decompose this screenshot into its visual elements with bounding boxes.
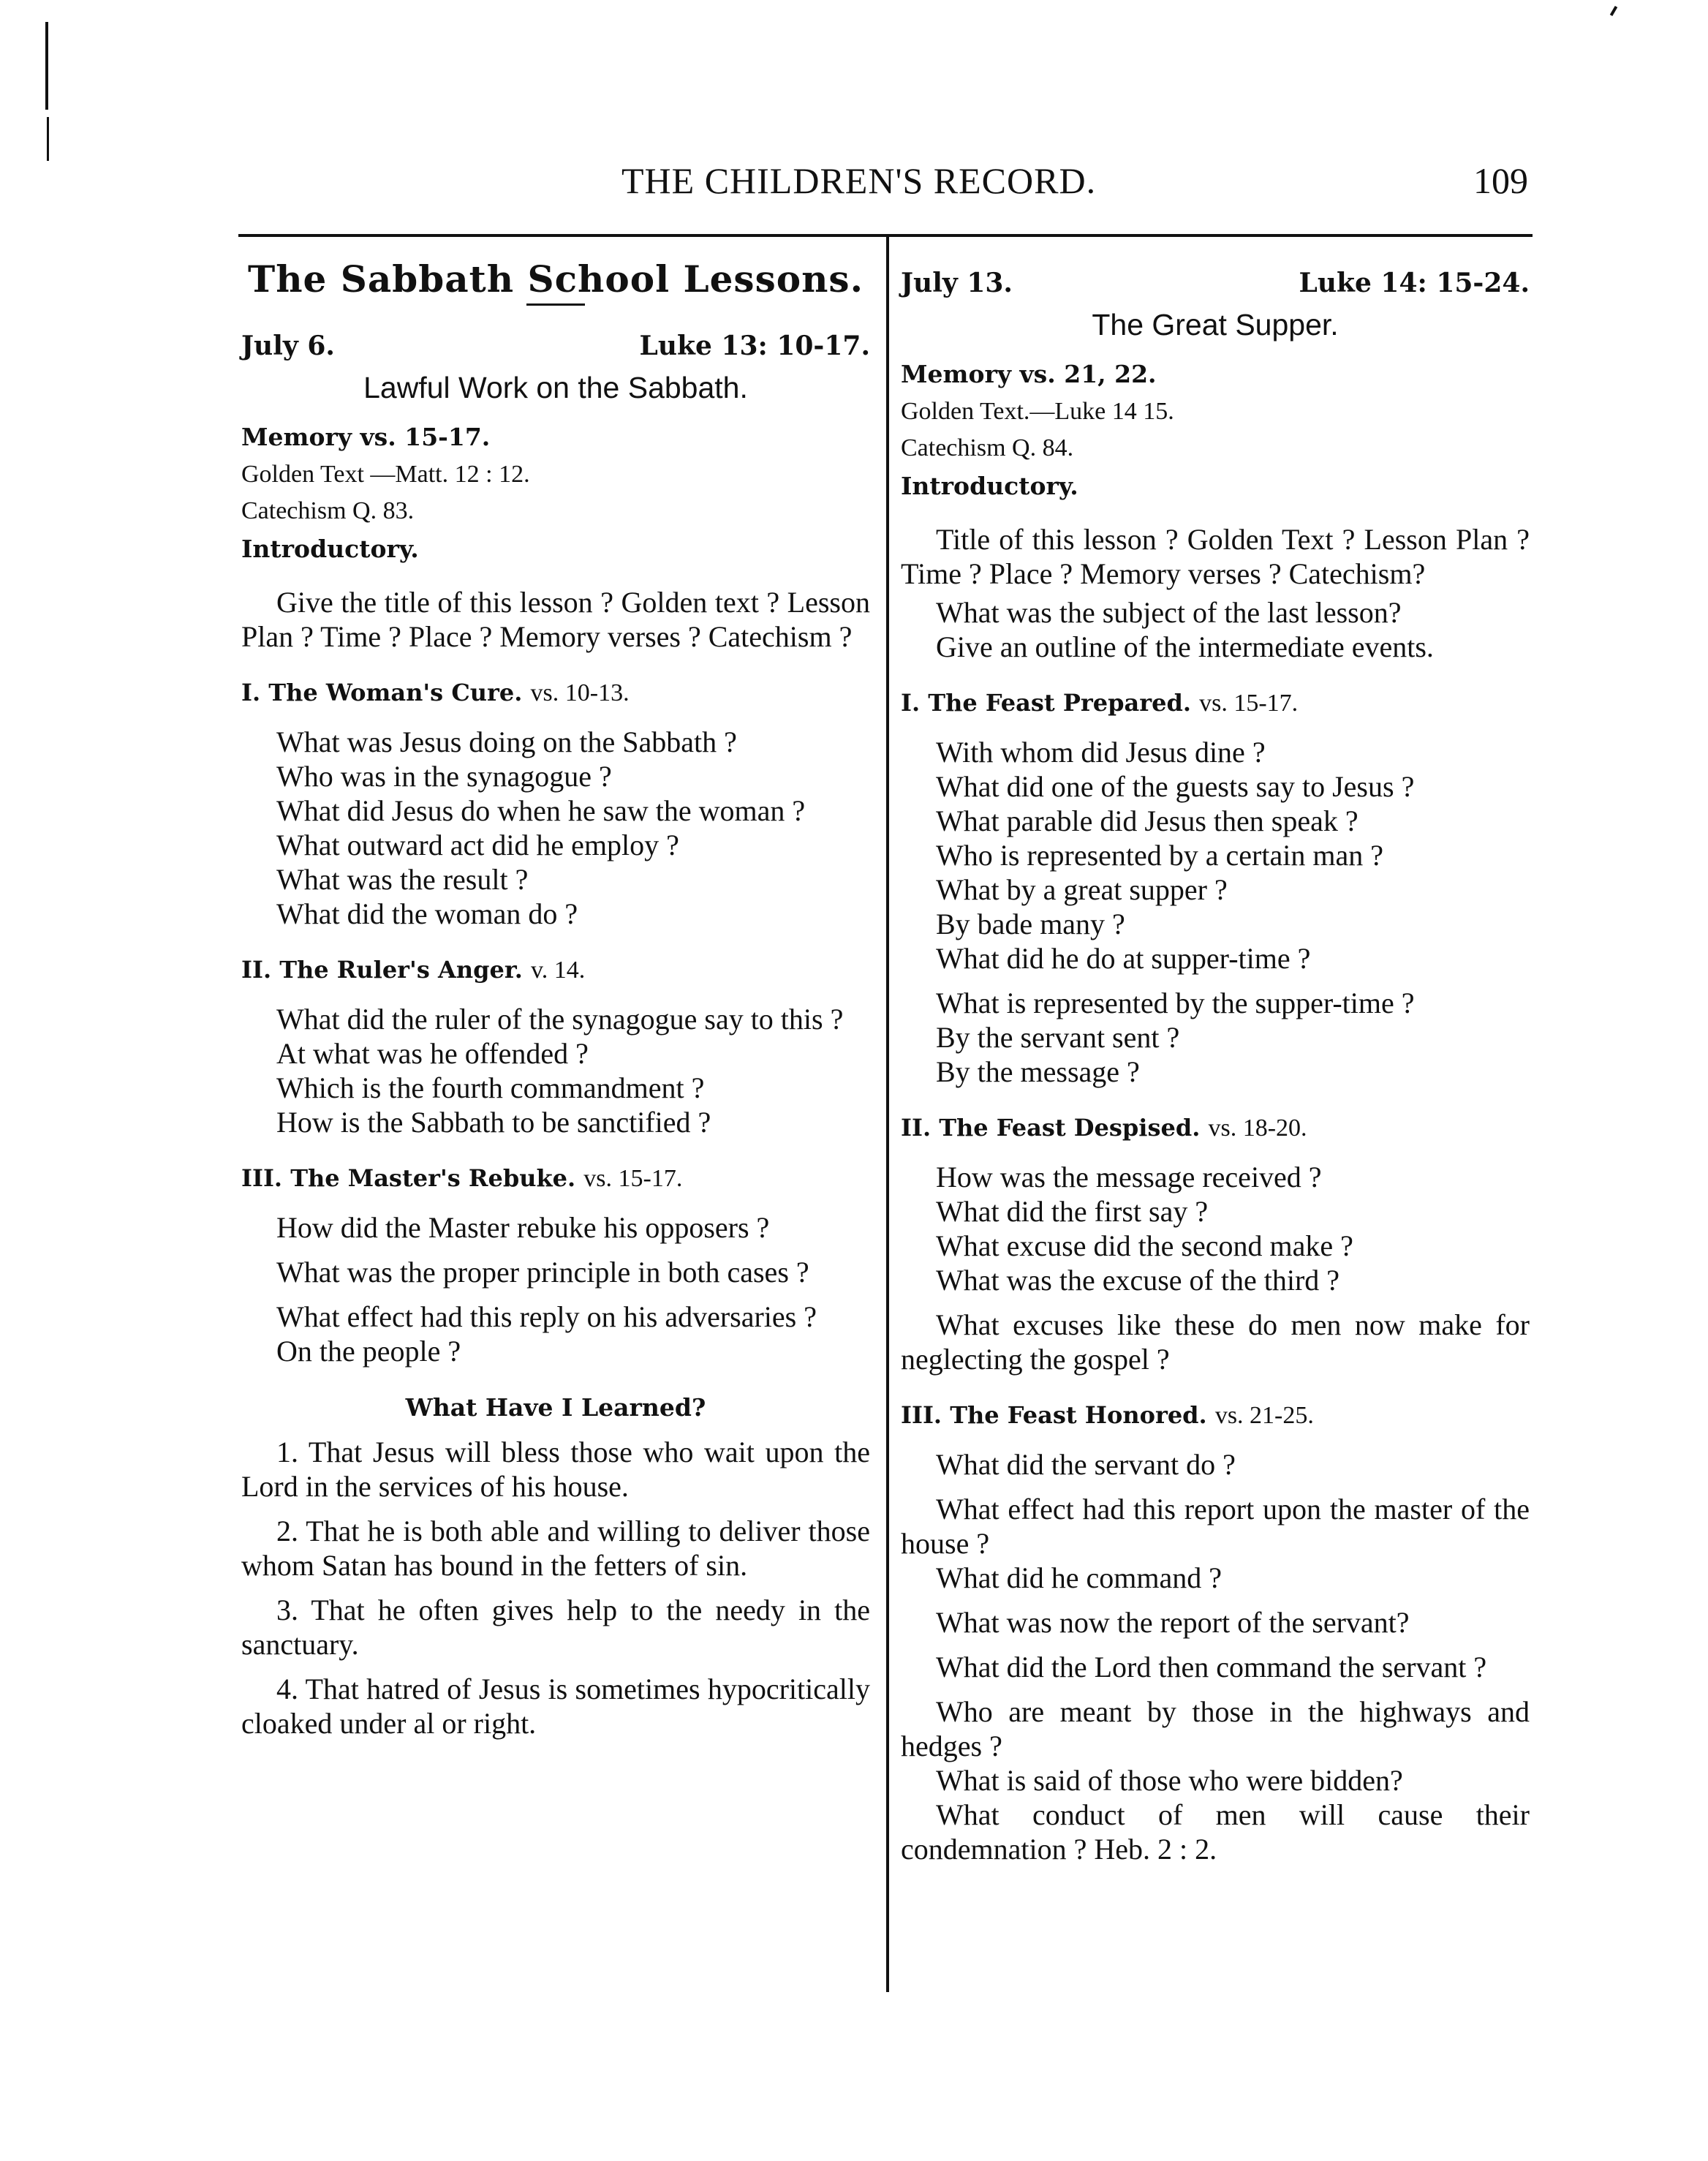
- question: How was the message received ?: [936, 1161, 1322, 1193]
- question-list: [901, 735, 1530, 1089]
- section-ref: vs. 10-13.: [530, 679, 630, 706]
- lesson-section: [901, 1111, 1530, 1376]
- question: What was the proper principle in both cases ?: [276, 1256, 809, 1289]
- lesson-reference: Luke 14: 15-24.: [1299, 268, 1530, 298]
- question: What by a great supper ?: [936, 873, 1228, 906]
- question: What was Jesus doing on the Sabbath ?: [276, 725, 737, 758]
- question: How did the Master rebuke his opposers ?: [276, 1211, 770, 1244]
- section-ref: vs. 18-20.: [1208, 1115, 1307, 1142]
- memory-verses: Memory vs. 15-17.: [241, 423, 491, 451]
- question-list: [241, 725, 870, 931]
- section-heading: [241, 676, 870, 710]
- question: By the servant sent ?: [936, 1021, 1180, 1054]
- question-list: [901, 1160, 1530, 1376]
- section-title: II. The Feast Despised.: [901, 1114, 1201, 1142]
- question: How is the Sabbath to be sanctified ?: [276, 1106, 711, 1139]
- question: What is said of those who were bidden?: [936, 1764, 1403, 1797]
- catechism: Catechism Q. 83.: [241, 497, 415, 524]
- header-rule: [238, 234, 1533, 237]
- section-title: I. The Feast Prepared.: [901, 689, 1191, 717]
- question: Who are meant by those in the highways and hedges ?: [901, 1695, 1530, 1762]
- question: What did Jesus do when he saw the woman ?: [276, 794, 806, 827]
- question: On the people ?: [276, 1335, 461, 1368]
- learned-item: 4. That hatred of Jesus is sometimes hypocritically cloaked under al or right.: [241, 1672, 870, 1740]
- question: What did the servant do ?: [936, 1448, 1236, 1481]
- lesson-section: [241, 676, 870, 931]
- question: Who was in the synagogue ?: [276, 760, 612, 793]
- question: What did he command ?: [936, 1561, 1222, 1594]
- question: What did he do at supper-time ?: [936, 942, 1311, 975]
- question: What excuses like these do men now make for neglecting the gospel ?: [901, 1308, 1530, 1376]
- golden-text: Golden Text —Matt. 12 : 12.: [241, 461, 530, 488]
- question: What did one of the guests say to Jesus ?: [936, 770, 1415, 803]
- scan-edge-mark: [47, 117, 49, 161]
- lesson-meta: [901, 266, 1530, 301]
- question: What effect had this report upon the master of the house ?: [901, 1493, 1530, 1560]
- column-divider: [886, 237, 889, 1992]
- section-ref: v. 14.: [531, 957, 586, 984]
- section-heading: [901, 1111, 1530, 1145]
- section-title: II. The Ruler's Anger.: [241, 956, 523, 984]
- section-ref: vs. 15-17.: [1199, 690, 1299, 717]
- right-column: [901, 249, 1530, 1866]
- learned-item: 3. That he often gives help to the needy in the sanctuary.: [241, 1594, 870, 1661]
- learned-heading: What Have I Learned?: [405, 1393, 706, 1422]
- question: What was now the report of the servant?: [936, 1606, 1410, 1639]
- running-title: THE CHILDREN'S RECORD.: [621, 160, 1097, 201]
- lesson-date: July 6.: [241, 331, 335, 361]
- lesson-reference: Luke 13: 10-17.: [639, 331, 870, 361]
- title-rule: [526, 303, 585, 306]
- learned-item: 1. That Jesus will bless those who wait upon the Lord in the services of his house.: [241, 1436, 870, 1503]
- lesson-title: Lawful Work on the Sabbath.: [363, 371, 748, 404]
- section-title: III. The Feast Honored.: [901, 1401, 1207, 1429]
- lesson-title: The Great Supper.: [1092, 308, 1339, 342]
- question: What did the woman do ?: [276, 897, 578, 930]
- question: What did the ruler of the synagogue say to this ?: [276, 1003, 844, 1036]
- section-heading: [241, 1161, 870, 1196]
- section-title: I. The Woman's Cure.: [241, 679, 523, 706]
- lesson-section: [901, 686, 1530, 1089]
- learned-list: [241, 1435, 870, 1741]
- section-heading: [901, 1398, 1530, 1433]
- question: What was the result ?: [276, 863, 529, 896]
- section-heading: [901, 686, 1530, 720]
- lesson-section: [901, 1398, 1530, 1866]
- catechism: Catechism Q. 84.: [901, 434, 1074, 461]
- question: What was the subject of the last lesson?: [936, 596, 1402, 629]
- question: What did the Lord then command the servant ?: [936, 1651, 1487, 1683]
- lesson-meta: [241, 329, 870, 363]
- question: What did the first say ?: [936, 1195, 1209, 1228]
- question: What excuse did the second make ?: [936, 1229, 1353, 1262]
- running-header: [241, 159, 1528, 211]
- question: What outward act did he employ ?: [276, 829, 679, 861]
- question: At what was he offended ?: [276, 1037, 589, 1070]
- section-ref: vs. 15-17.: [583, 1165, 683, 1192]
- introductory-text: Give the title of this lesson ? Golden text ? Lesson Plan ? Time ? Place ? Memory verses ? Catechism ?: [241, 586, 870, 653]
- question: By bade many ?: [936, 908, 1125, 940]
- learned-item: 2. That he is both able and willing to deliver those whom Satan has bound in the fetters of sin.: [241, 1515, 870, 1582]
- scan-edge-mark: [1610, 6, 1617, 16]
- introductory-questions: [901, 595, 1530, 664]
- question: With whom did Jesus dine ?: [936, 736, 1266, 769]
- introductory-label: Introductory.: [901, 472, 1078, 500]
- question: What conduct of men will cause their condemnation ? Heb. 2 : 2.: [901, 1798, 1530, 1866]
- section-heading: [241, 953, 870, 987]
- question-list: [241, 1210, 870, 1368]
- introductory-label: Introductory.: [241, 535, 419, 563]
- question: Give an outline of the intermediate events.: [936, 630, 1434, 663]
- question: Which is the fourth commandment ?: [276, 1071, 705, 1104]
- question: What parable did Jesus then speak ?: [936, 804, 1359, 837]
- introductory-text: Title of this lesson ? Golden Text ? Lesson Plan ? Time ? Place ? Memory verses ? Catechism?: [901, 523, 1530, 590]
- question: Who is represented by a certain man ?: [936, 839, 1383, 872]
- question: What is represented by the supper-time ?: [936, 987, 1415, 1019]
- lesson-date: July 13.: [901, 268, 1013, 298]
- question: By the message ?: [936, 1055, 1140, 1088]
- department-title: The Sabbath School Lessons.: [248, 257, 864, 301]
- lesson-section: [241, 953, 870, 1139]
- scan-edge-mark: [45, 22, 48, 110]
- question: What was the excuse of the third ?: [936, 1264, 1340, 1297]
- question-list: [241, 1002, 870, 1139]
- question: What effect had this reply on his adversaries ?: [276, 1300, 817, 1333]
- lesson-section: [241, 1161, 870, 1368]
- section-ref: vs. 21-25.: [1214, 1402, 1314, 1429]
- golden-text: Golden Text.—Luke 14 15.: [901, 398, 1174, 425]
- left-column: [241, 249, 870, 1751]
- memory-verses: Memory vs. 21, 22.: [901, 360, 1157, 388]
- question-list: [901, 1447, 1530, 1866]
- page-number: 109: [1473, 160, 1528, 201]
- section-title: III. The Master's Rebuke.: [241, 1164, 576, 1192]
